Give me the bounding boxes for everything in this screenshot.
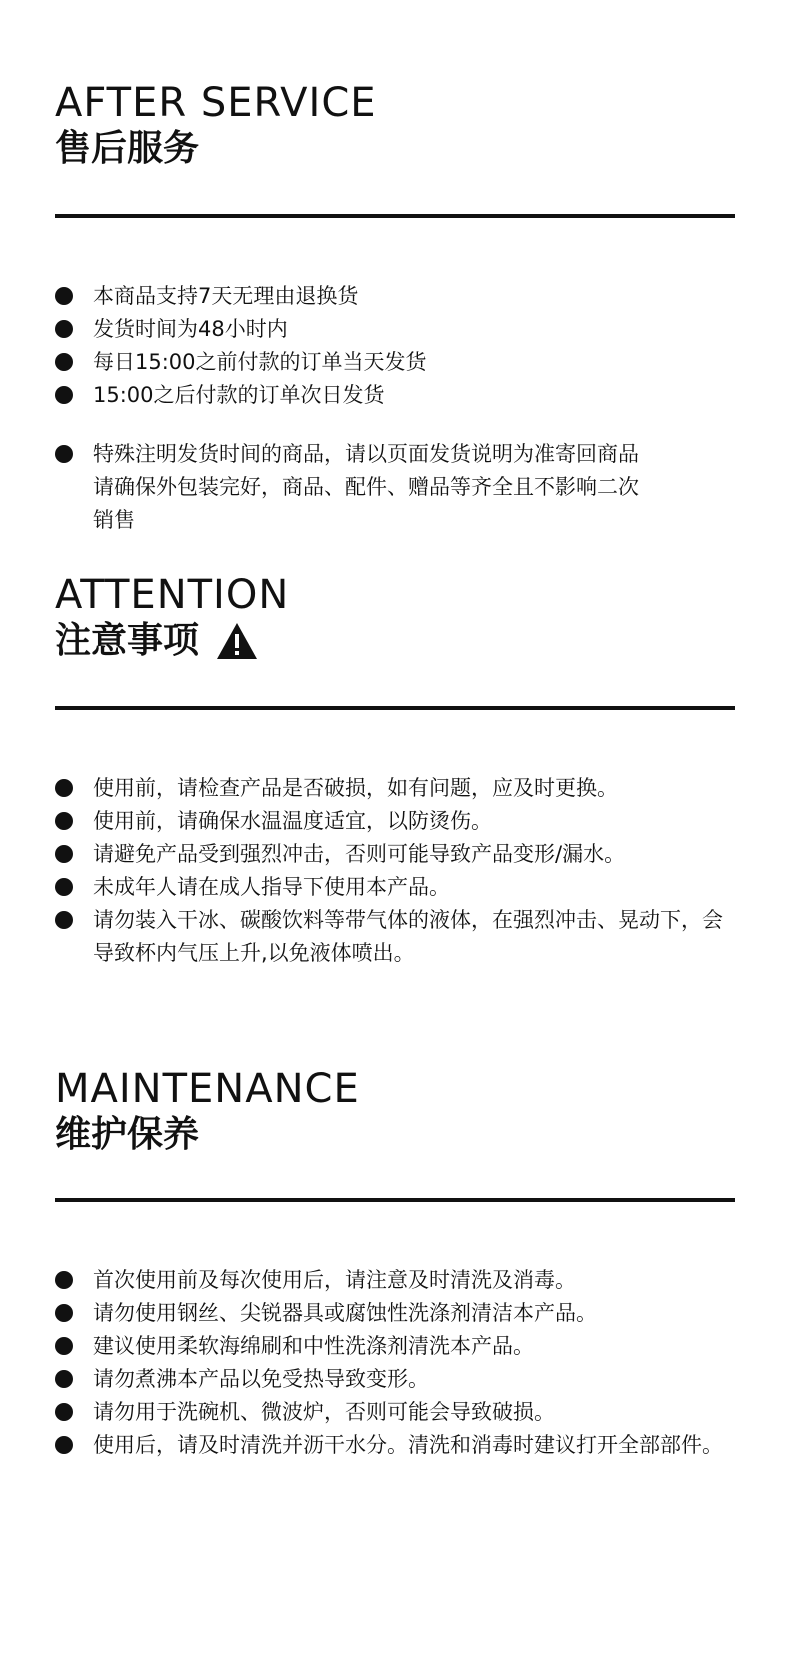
attention-title-en: ATTENTION: [55, 572, 290, 618]
after-service-header: [55, 80, 735, 172]
list-item: 发货时间为48小时内: [55, 313, 675, 346]
list-item: 使用前，请检查产品是否破损，如有问题，应及时更换。: [55, 772, 735, 805]
warning-triangle-icon: [215, 621, 259, 661]
list-item: 首次使用前及每次使用后，请注意及时清洗及消毒。: [55, 1264, 735, 1297]
list-item: 本商品支持7天无理由退换货: [55, 280, 675, 313]
list-item: 使用前，请确保水温温度适宜，以防烫伤。: [55, 805, 735, 838]
maintenance-title-zh: 维护保养: [55, 1114, 200, 1155]
maintenance-list: [55, 1264, 735, 1462]
list-item: 请勿用于洗碗机、微波炉，否则可能会导致破损。: [55, 1396, 735, 1429]
after-service-list: [55, 280, 675, 412]
list-item: 请避免产品受到强烈冲击，否则可能导致产品变形/漏水。: [55, 838, 735, 871]
attention-list: [55, 772, 735, 970]
list-item: 15:00之后付款的订单次日发货: [55, 379, 675, 412]
list-item: 未成年人请在成人指导下使用本产品。: [55, 871, 735, 904]
after-service-title-zh: 售后服务: [55, 128, 200, 169]
list-item: 请勿装入干冰、碳酸饮料等带气体的液体，在强烈冲击、晃动下，会导致杯内气压上升,以免液体喷出。: [55, 904, 735, 970]
list-item: 使用后，请及时清洗并沥干水分。清洗和消毒时建议打开全部部件。: [55, 1429, 735, 1462]
maintenance-title-en: MAINTENANCE: [55, 1066, 360, 1112]
list-item: 每日15:00之前付款的订单当天发货: [55, 346, 675, 379]
after-service-divider: [55, 214, 735, 218]
maintenance-divider: [55, 1198, 735, 1202]
maintenance-header: [55, 1066, 735, 1158]
after-service-list-2: [55, 438, 655, 537]
after-service-title-en: AFTER SERVICE: [55, 80, 377, 126]
list-item: 特殊注明发货时间的商品，请以页面发货说明为准寄回商品请确保外包装完好，商品、配件、赠品等齐全且不影响二次销售: [55, 438, 655, 537]
attention-header: [55, 572, 735, 664]
attention-title-zh: 注意事项: [55, 618, 735, 664]
attention-divider: [55, 706, 735, 710]
list-item: 请勿使用钢丝、尖锐器具或腐蚀性洗涤剂清洁本产品。: [55, 1297, 735, 1330]
list-item: 请勿煮沸本产品以免受热导致变形。: [55, 1363, 735, 1396]
list-item: 建议使用柔软海绵刷和中性洗涤剂清洗本产品。: [55, 1330, 735, 1363]
